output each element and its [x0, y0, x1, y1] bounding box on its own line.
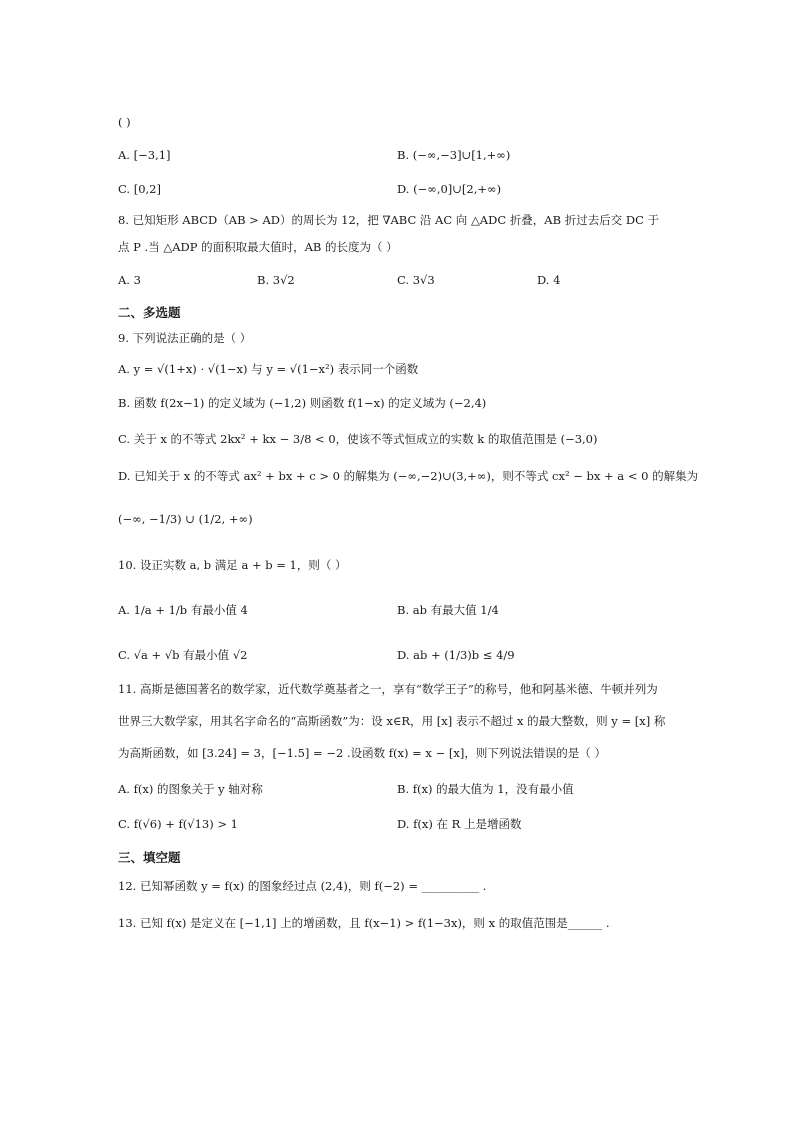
q13-stem: 13. 已知 f(x) 是定义在 [−1,1] 上的增函数，且 f(x−1) > f(1−3x)，则 x 的取值范围是______ . [118, 916, 610, 930]
section-heading-multiple-choice: 二、多选题 [118, 305, 181, 320]
q10-option-b: B. ab 有最大值 1/4 [397, 603, 499, 617]
q7-option-a: A. [−3,1] [118, 148, 171, 162]
q11-option-a: A. f(x) 的图象关于 y 轴对称 [118, 782, 263, 796]
q11-stem-line1: 11. 高斯是德国著名的数学家，近代数学奠基者之一，享有“数学王子”的称号，他和阿基米德、牛顿并列为 [118, 682, 658, 696]
q7-option-c: C. [0,2] [118, 182, 161, 196]
q11-stem-line3: 为高斯函数，如 [3.24] = 3，[−1.5] = −2 .设函数 f(x) = x − [x]，则下列说法错误的是（ ） [118, 746, 606, 760]
q10-option-a: A. 1/a + 1/b 有最小值 4 [118, 603, 248, 617]
q10-option-c: C. √a + √b 有最小值 √2 [118, 648, 248, 662]
q10-option-d: D. ab + (1/3)b ≤ 4/9 [397, 648, 515, 662]
q8-option-c: C. 3√3 [397, 273, 435, 287]
q8-stem-line1: 8. 已知矩形 ABCD（AB > AD）的周长为 12，把 ∇ABC 沿 AC 向 △ADC 折叠，AB 折过去后交 DC 于 [118, 213, 660, 227]
q11-option-d: D. f(x) 在 R 上是增函数 [397, 817, 522, 831]
q9-stem: 9. 下列说法正确的是（ ） [118, 331, 252, 345]
q9-option-a: A. y = √(1+x) · √(1−x) 与 y = √(1−x²) 表示同一个函数 [118, 362, 419, 376]
q11-option-b: B. f(x) 的最大值为 1，没有最小值 [397, 782, 574, 796]
q8-option-b: B. 3√2 [257, 273, 295, 287]
q9-option-b: B. 函数 f(2x−1) 的定义域为 (−1,2) 则函数 f(1−x) 的定义域为 (−2,4) [118, 396, 487, 410]
q9-option-c: C. 关于 x 的不等式 2kx² + kx − 3/8 < 0，使该不等式恒成立的实数 k 的取值范围是 (−3,0) [118, 432, 598, 446]
q10-stem: 10. 设正实数 a, b 满足 a + b = 1，则（ ） [118, 558, 347, 572]
section-heading-fill-in: 三、填空题 [118, 850, 181, 865]
q8-stem-line2: 点 P .当 △ADP 的面积取最大值时，AB 的长度为（ ） [118, 240, 398, 254]
q7-option-b: B. (−∞,−3]∪[1,+∞) [397, 148, 511, 162]
q9-option-d-line1: D. 已知关于 x 的不等式 ax² + bx + c > 0 的解集为 (−∞,−2)∪(3,+∞)，则不等式 cx² − bx + a < 0 的解集为 [118, 469, 699, 483]
q7-answer-paren: ( ) [118, 115, 131, 129]
q8-option-a: A. 3 [118, 273, 141, 287]
q11-stem-line2: 世界三大数学家，用其名字命名的“高斯函数”为：设 x∈R，用 [x] 表示不超过 x 的最大整数，则 y = [x] 称 [118, 714, 666, 728]
q7-option-d: D. (−∞,0]∪[2,+∞) [397, 182, 502, 196]
q11-option-c: C. f(√6) + f(√13) > 1 [118, 817, 238, 831]
q12-stem: 12. 已知幂函数 y = f(x) 的图象经过点 (2,4)，则 f(−2) = __________ . [118, 879, 487, 893]
q8-option-d: D. 4 [537, 273, 561, 287]
q9-option-d-line2: (−∞, −1/3) ∪ (1/2, +∞) [118, 512, 253, 526]
